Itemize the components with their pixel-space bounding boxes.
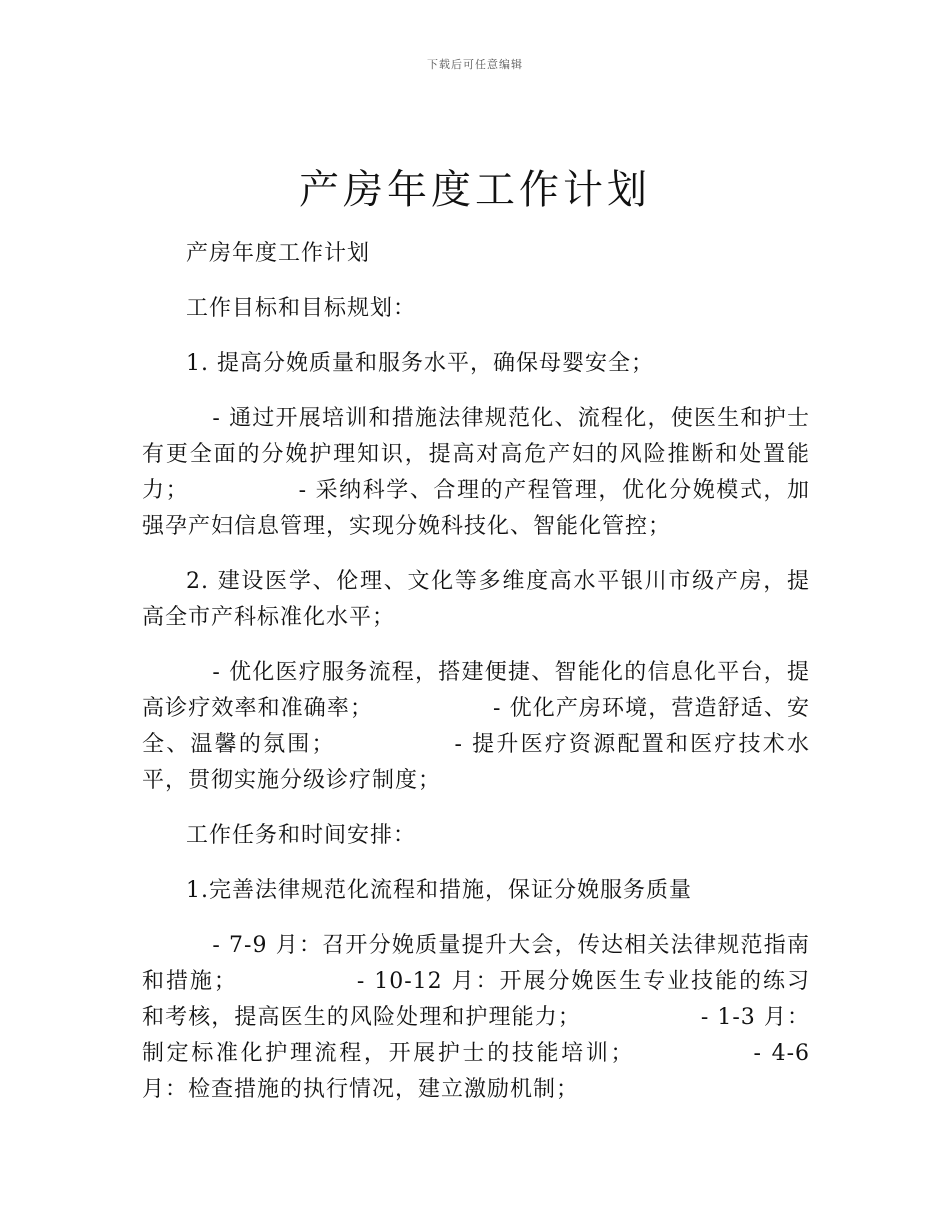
paragraph-goals-heading: 工作目标和目标规划： — [186, 296, 417, 321]
paragraph-task-1: 1.完善法律规范化流程和措施，保证分娩服务质量 — [186, 878, 692, 903]
paragraph-goal-1: 1. 提高分娩质量和服务水平，确保母婴安全； — [186, 351, 654, 376]
goal-1-item-2: - 采纳科学、合理的产程管理，优化分娩模式，加强孕产妇信息管理，实现分娩科技化、智能化管控； — [142, 478, 810, 539]
paragraph-goal-2-details — [142, 655, 810, 799]
document-title: 产房年度工作计划 — [299, 167, 651, 213]
paragraph-subtitle: 产房年度工作计划 — [186, 241, 371, 266]
paragraph-tasks-heading: 工作任务和时间安排： — [186, 823, 417, 848]
task-1-item-3: - 1-3 月：制定标准化护理流程，开展护士的技能培训； — [142, 1005, 810, 1066]
goal-2-item-2: - 优化产房环境，营造舒适、安全、温馨的氛围； — [142, 696, 810, 757]
paragraph-goal-2: 2. 建设医学、伦理、文化等多维度高水平银川市级产房，提高全市产科标准化水平； — [142, 569, 810, 630]
document-body — [142, 236, 810, 1127]
goal-2-item-3: - 提升医疗资源配置和医疗技术水平，贯彻实施分级诊疗制度； — [142, 732, 810, 793]
goal-1-item-1: - 通过开展培训和措施法律规范化、流程化，使医生和护士有更全面的分娩护理知识，提高对高危产妇的风险推断和处置能力； — [142, 406, 810, 503]
header-note: 下载后可任意编辑 — [427, 58, 523, 71]
goal-2-item-1: - 优化医疗服务流程，搭建便捷、智能化的信息化平台，提高诊疗效率和准确率； — [142, 660, 810, 721]
task-1-item-4: - 4-6 月：检查措施的执行情况，建立激励机制； — [142, 1041, 810, 1102]
paragraph-goal-1-details — [142, 401, 810, 545]
task-1-item-1: - 7-9 月：召开分娩质量提升大会，传达相关法律规范指南和措施； — [142, 933, 810, 994]
paragraph-task-1-details — [142, 928, 810, 1108]
task-1-item-2: - 10-12 月：开展分娩医生专业技能的练习和考核，提高医生的风险处理和护理能力； — [142, 969, 810, 1030]
